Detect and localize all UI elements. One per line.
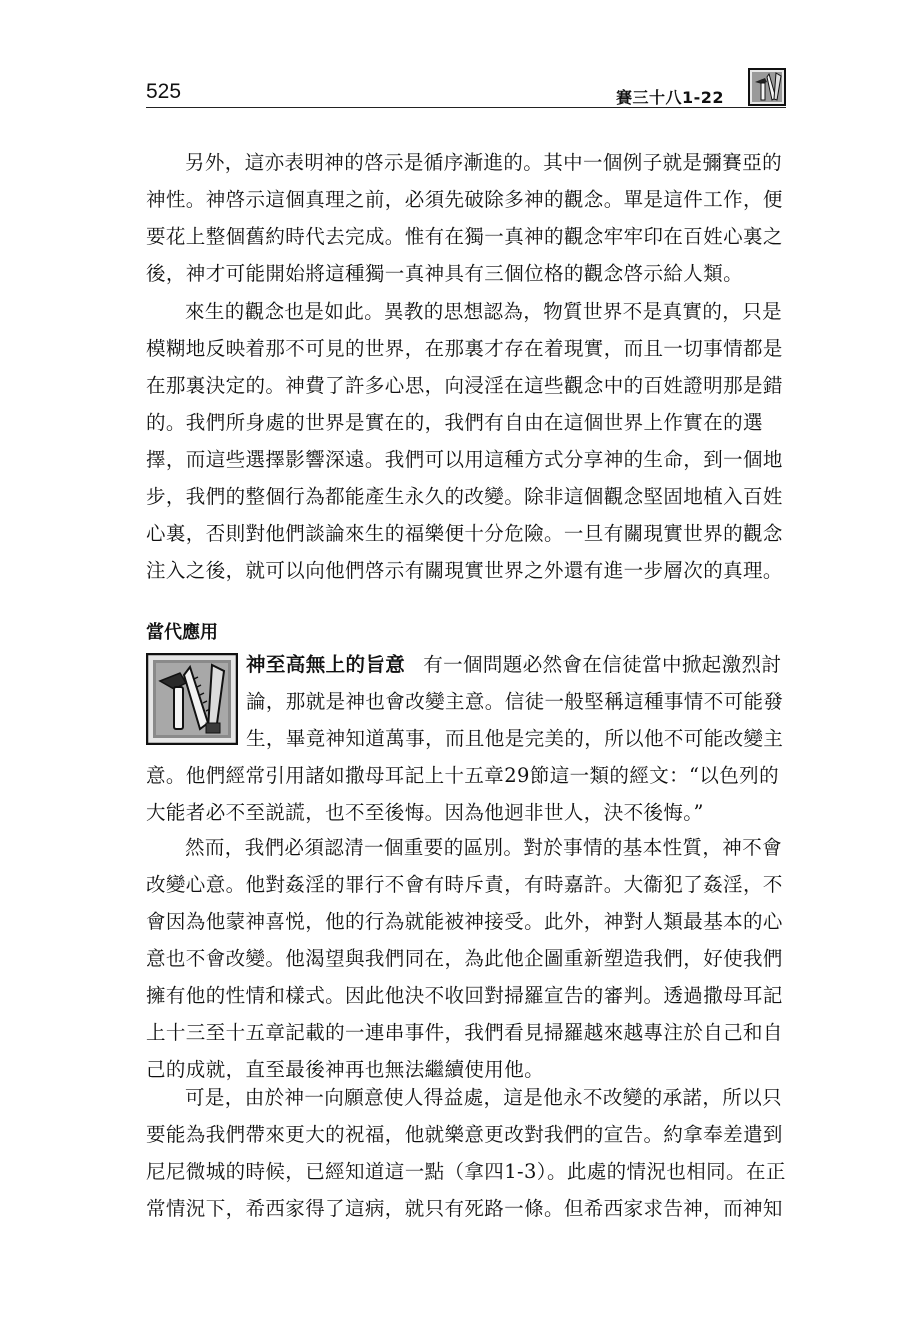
page-number: 525: [146, 80, 182, 103]
header-rule: [146, 107, 786, 108]
page-header: [146, 66, 786, 106]
tools-icon: [146, 653, 238, 745]
paragraph-3-continued: 意。他們經常引用諸如撒母耳記上十五章29節這一類的經文：“以色列的大能者必不至説謊，也不至後悔。因為他迥非世人，決不後悔。”: [146, 764, 779, 824]
lead-title: 神至高無上的旨意: [246, 653, 406, 676]
section-heading: 當代應用: [146, 622, 218, 643]
paragraph-4: 然而，我們必須認清一個重要的區別。對於事情的基本性質，神不會改變心意。他對姦淫的罪行不會有時斥責，有時嘉許。大衞犯了姦淫，不會因為他蒙神喜悦，他的行為就能被神接受。此外，神對人類最基本的心意也不會改變。他渴望與我們同在，為此他企圖重新塑造我們，好使我們擁有他的性情和樣式。因此他決不收回對掃羅宣告的審判。透過撒母耳記上十三至十五章記載的一連串事件，我們看見掃羅越來越專注於自己和自己的成就，直至最後神再也無法繼續使用他。: [146, 836, 783, 1081]
paragraph-3-intro: [246, 646, 786, 757]
paragraph-2: 來生的觀念也是如此。異教的思想認為，物質世界不是真實的，只是模糊地反映着那不可見的世界，在那裏才存在着現實，而且一切事情都是在那裏決定的。神費了許多心思，向浸淫在這些觀念中的百姓證明那是錯的。我們所身處的世界是實在的，我們有自由在這個世界上作實在的選擇，而這些選擇影響深遠。我們可以用這種方式分享神的生命，到一個地步，我們的整個行為都能產生永久的改變。除非這個觀念堅固地植入百姓心裏，否則對他們談論來生的福樂便十分危險。一旦有關現實世界的觀念注入之後，就可以向他們啓示有關現實世界之外還有進一步層次的真理。: [146, 300, 783, 582]
running-head: 賽三十八1-22: [615, 88, 724, 107]
paragraph-5: 可是，由於神一向願意使人得益處，這是他永不改變的承諾，所以只要能為我們帶來更大的祝福，他就樂意更改對我們的宣告。約拿奉差遣到尼尼微城的時候，已經知道這一點（拿四1-3）。此處的情況也相同。在正常情況下，希西家得了這病，就只有死路一條。但希西家求告神，而神知: [146, 1086, 786, 1220]
tools-icon: [748, 68, 786, 106]
paragraph-3-text: 有一個問題必然會在信徒當中掀起激烈討論，那就是神也會改變主意。信徒一般堅稱這種事情不可能發生，畢竟神知道萬事，而且他是完美的，所以他不可能改變主: [246, 653, 784, 750]
paragraph-1: 另外，這亦表明神的啓示是循序漸進的。其中一個例子就是彌賽亞的神性。神啓示這個真理之前，必須先破除多神的觀念。單是這件工作，便要花上整個舊約時代去完成。惟有在獨一真神的觀念牢牢印在百姓心裏之後，神才可能開始將這種獨一真神具有三個位格的觀念啓示給人類。: [146, 151, 783, 285]
